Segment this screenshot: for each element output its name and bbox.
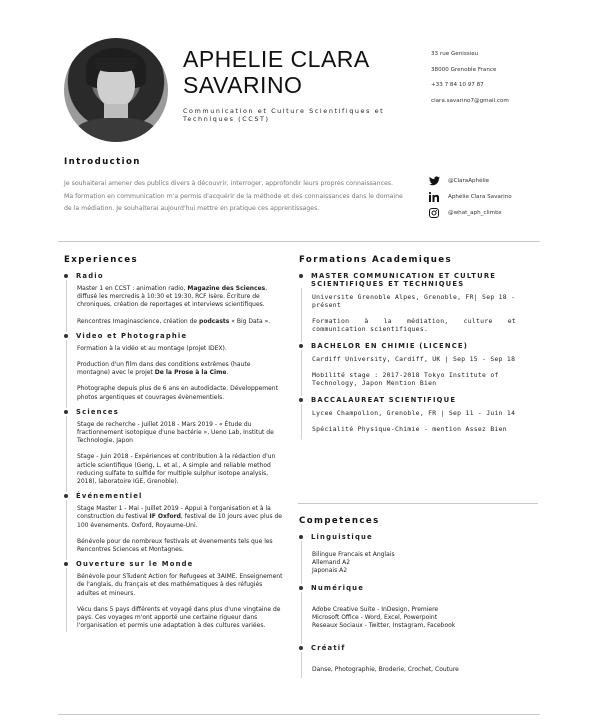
competence-block-numerique <box>301 592 520 645</box>
sciences-paragraph-2: Stage - Juin 2018 - Expériences et contribution à la rédaction d'un article scientifique (Geng, L. et al., A simple and reliable method reducing sulfate to sulfide for multiple sulphur isotope analysis, 2018), laboratoire IGE, Grenoble). <box>77 453 276 486</box>
job-subtitle: Communication et Culture Scientifiques et Techniques (CCST) <box>183 107 385 123</box>
competence-line: Bilingue Francais et Anglais <box>312 551 395 558</box>
radio-paragraph-2: Rencontres Imaginascience, création de podcasts « Big Data ». <box>77 317 271 325</box>
competence-line: Microsoft Office - Word, Excel, Powerpoint <box>312 613 438 621</box>
experience-heading-evenementiel: Événementiel <box>65 492 283 500</box>
formation-meta-master: Universite Grenoble Alpes, Grenoble, FR| Sep 18 - présent <box>312 293 516 309</box>
radio-paragraph-1: Master 1 en CCST : animation radio, Magazine des Sciences, diffusé les mercredis à 10:30 et 19:30, RCF Isère. Écriture de chroniques, création de reportages et interviews scientifiques. <box>77 285 268 309</box>
instagram-icon <box>428 207 440 219</box>
experiences-column <box>65 272 283 632</box>
competence-heading-linguistique: Linguistique <box>300 533 520 541</box>
full-name <box>183 46 370 98</box>
evenementiel-paragraph-1: Stage Master 1 - Mai - Juillet 2019 - Appui à l'organisation et à la construction du festival IF Oxford, festival de 10 jours avec plus de 100 évenements. Oxford, Royaume-Uni. <box>77 505 282 529</box>
experience-block-radio <box>66 280 283 332</box>
address-line-1: 33 rue Genissieu <box>431 51 479 57</box>
competences-title: Competences <box>299 516 380 526</box>
experience-block-monde <box>66 568 283 632</box>
social-linkedin[interactable] <box>428 189 512 205</box>
formation-meta-bac: Lycee Champolion, Grenoble, FR | Sep 11 - Juin 14 <box>312 409 516 417</box>
competence-heading-numerique: Numérique <box>300 584 520 592</box>
competence-line: Allemand A2 <box>312 559 351 567</box>
experience-block-sciences <box>66 416 283 492</box>
formations-column <box>300 272 516 439</box>
competence-line: Adobe Creative Suite - InDesign, Premiere <box>312 605 439 613</box>
linkedin-icon <box>428 191 440 203</box>
experience-block-video <box>66 340 283 408</box>
monde-paragraph-2: Vécu dans 5 pays différents et voyagé dans plus d'une vingtaine de pays. Ces voyages m'ont apporté une certaine rigueur dans l'organisation et permis une adaptation à des cultures variées. <box>77 605 281 630</box>
experiences-title: Experiences <box>64 255 138 265</box>
formation-meta-bachelor: Cardiff University, Cardiff, UK | Sep 15 - Sep 18 <box>312 355 516 363</box>
social-links <box>428 173 512 221</box>
social-instagram[interactable] <box>428 205 512 221</box>
competence-line: Reseaux Sociaux - Twitter, Instagram, Facebook <box>312 622 456 630</box>
formation-block-master <box>301 288 516 342</box>
experience-heading-monde: Ouverture sur le Monde <box>65 560 283 568</box>
name-line-2: SAVARINO <box>183 72 303 98</box>
formation-detail-bac: Spécialité Physique-Chimie - mention Assez Bien <box>312 425 507 433</box>
profile-photo <box>64 38 168 142</box>
phone-number[interactable]: +33 7 84 10 97 87 <box>431 82 484 88</box>
introduction-title: Introduction <box>64 157 141 167</box>
formation-heading-bac: BACCALAUREAT SCIENTIFIQUE <box>300 396 516 404</box>
formations-title: Formations Academiques <box>299 255 453 265</box>
divider-top <box>58 241 540 242</box>
video-paragraph-3: Photographe depuis plus de 6 ans en autodidacte. Développement photos argentiques et couvrages évènementiels. <box>77 385 278 401</box>
experience-heading-sciences: Sciences <box>65 408 283 416</box>
instagram-handle: @what_aph_climbs <box>448 210 502 216</box>
contact-block <box>431 51 509 113</box>
formation-detail-bachelor: Mobilité stage : 2017-2018 Tokyo Institute of Technology, Japon Mention Bien <box>312 371 499 387</box>
divider-right <box>298 503 538 504</box>
social-twitter[interactable] <box>428 173 512 189</box>
formation-heading-master: MASTER COMMUNICATION ET CULTURE SCIENTIFIQUES ET TECHNIQUES <box>300 272 516 288</box>
competences-column <box>300 533 520 678</box>
video-paragraph-2: Production d'un film dans des conditions extrêmes (haute montagne) avec le projet De la Prose à la Cime. <box>77 361 251 377</box>
formation-block-bachelor <box>301 350 516 396</box>
formation-block-bac <box>301 404 516 439</box>
competence-block-linguistique <box>301 541 520 584</box>
competence-block-creatif <box>301 652 520 678</box>
introduction-text: Je souhaiterai amener des publics divers à découvrir, interroger, approfondir leurs propres connaissances. Ma formation en communication m'a permis d'acquérir de la méthode et des connaissances dans le domaine de la médiation. Je souhaiterai aujourd'hui mettre en pratique ces apprentissages. <box>64 180 403 212</box>
formation-detail-master: Formation à la médiation, culture et communication scientifiques. <box>312 317 516 333</box>
experience-block-evenementiel <box>66 500 283 560</box>
twitter-icon <box>428 175 440 187</box>
divider-bottom <box>58 714 540 715</box>
name-line-1: APHELIE CLARA <box>183 46 370 72</box>
monde-paragraph-1: Bénévole pour STudent Action for Refugees et 3AIME. Enseignement de l'anglais, du français et des mathématiques à des réfugiés adultes et mineurs. <box>77 573 283 597</box>
competence-heading-creatif: Créatif <box>300 644 520 652</box>
email-address[interactable]: clara.savarino7@gmail.com <box>431 97 509 104</box>
formation-heading-bachelor: BACHELOR EN CHIMIE (LICENCE) <box>300 342 516 350</box>
experience-heading-radio: Radio <box>65 272 283 280</box>
sciences-paragraph-1: Stage de recherche - Juillet 2018 - Mars 2019 - « Étude du fractionnement isotopique d'une bactérie », Ueno Lab, Institut de Technologie, Japon <box>77 420 274 445</box>
video-paragraph-1: Formation à la vidéo et au montage (projet IDEX). <box>77 344 227 352</box>
competence-line: Danse, Photographie, Broderie, Crochet, Couture <box>312 666 459 674</box>
experience-heading-video: Video et Photographie <box>65 332 283 340</box>
address-line-2: 38000 Grenoble France <box>431 66 497 73</box>
competence-line: Japonais A2 <box>312 567 348 575</box>
linkedin-name: Aphélie Clara Savarino <box>448 194 512 200</box>
twitter-handle: @ClaraAphélie <box>448 178 490 184</box>
evenementiel-paragraph-2: Bénévole pour de nombreux festivals et évenements tels que les Rencontres Sciences et Montagnes. <box>77 537 273 554</box>
